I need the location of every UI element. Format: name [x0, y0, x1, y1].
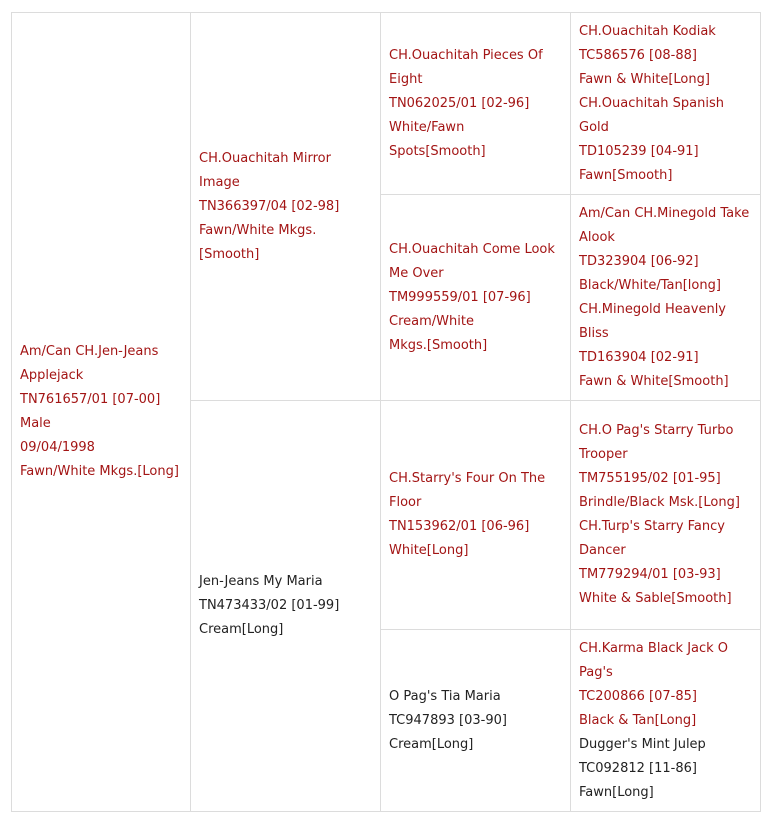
gen4-ds-dam-link[interactable]	[579, 515, 752, 611]
subject-sex: Male	[20, 416, 51, 431]
gen4-ss-sire-color: Fawn & White[Long]	[579, 71, 710, 87]
gen4-ds-sire-reg: TM755195/02 [01-95]	[579, 471, 721, 486]
gen4-sd-sire-link[interactable]	[579, 202, 752, 298]
gen4-sd-sire-color: Black/White/Tan[long]	[579, 277, 721, 293]
gen4-ss-sire-reg: TC586576 [08-88]	[579, 47, 697, 63]
dam-dam-reg: TC947893 [03-90]	[389, 712, 507, 728]
gen4-ds-dam-name-1: CH.Turp's Starry Fancy	[579, 519, 725, 534]
dam-dam-cell	[381, 630, 571, 812]
subject-color: Fawn/White Mkgs.[Long]	[20, 464, 179, 479]
gen4-ss-sire-name: CH.Ouachitah Kodiak	[579, 23, 716, 39]
sire-link[interactable]	[199, 147, 372, 267]
subject-name-1: Am/Can CH.Jen-Jeans	[20, 344, 159, 359]
gen4-dd-sire-color: Black & Tan[Long]	[579, 712, 697, 728]
dam-sire-reg: TN153962/01 [06-96]	[389, 519, 530, 534]
sire-name: CH.Ouachitah Mirror Image	[199, 150, 331, 190]
subject-reg: TN761657/01 [07-00]	[20, 392, 161, 407]
sire-sire-reg: TN062025/01 [02-96]	[389, 95, 530, 111]
gen4-sd-sire-reg: TD323904 [06-92]	[579, 253, 699, 269]
dam-sire-link[interactable]	[389, 467, 562, 563]
subject-dob: 09/04/1998	[20, 440, 95, 455]
dam-color: Cream[Long]	[199, 622, 284, 637]
subject-link[interactable]	[20, 340, 182, 484]
gen4-ds-sire-name-1: CH.O Pag's Starry Turbo	[579, 423, 734, 438]
sire-dam-link[interactable]	[389, 238, 562, 358]
dam-sire-name-2: Floor	[389, 495, 422, 510]
gen4-dd-dam-color: Fawn[Long]	[579, 784, 654, 800]
dam-sire-color: White[Long]	[389, 543, 469, 558]
gen4-ss-cell	[571, 13, 761, 195]
sire-dam-name-1: CH.Ouachitah Come Look	[389, 241, 555, 257]
gen4-sd-cell	[571, 195, 761, 401]
sire-sire-cell	[381, 13, 571, 195]
sire-reg: TN366397/04 [02-98]	[199, 198, 340, 214]
subject-name-2: Applejack	[20, 368, 84, 383]
dam-cell	[191, 401, 381, 812]
gen4-dd-sire-name: CH.Karma Black Jack O Pag's	[579, 640, 729, 680]
gen4-dd-dam-info	[579, 733, 752, 805]
dam-reg: TN473433/02 [01-99]	[199, 598, 340, 613]
gen4-sd-dam-reg: TD163904 [02-91]	[579, 349, 699, 365]
sire-dam-color-1: Cream/White	[389, 313, 474, 329]
gen4-ds-dam-name-2: Dancer	[579, 543, 626, 558]
sire-color: Fawn/White Mkgs.[Smooth]	[199, 222, 317, 262]
sire-dam-reg: TM999559/01 [07-96]	[389, 289, 531, 305]
dam-dam-info	[389, 685, 562, 757]
sire-sire-name-2: Eight	[389, 71, 423, 87]
gen4-ss-dam-name: CH.Ouachitah Spanish Gold	[579, 95, 724, 135]
dam-dam-name: O Pag's Tia Maria	[389, 688, 501, 704]
sire-sire-link[interactable]	[389, 44, 562, 164]
dam-dam-color: Cream[Long]	[389, 736, 474, 752]
gen4-dd-sire-link[interactable]	[579, 637, 752, 733]
gen4-dd-dam-reg: TC092812 [11-86]	[579, 760, 697, 776]
sire-dam-cell	[381, 195, 571, 401]
gen4-ds-sire-link[interactable]	[579, 419, 752, 515]
gen4-sd-sire-name-2: Alook	[579, 229, 615, 245]
pedigree-table	[11, 12, 761, 812]
gen4-dd-dam-name: Dugger's Mint Julep	[579, 736, 706, 752]
gen4-ss-sire-link[interactable]	[579, 20, 752, 92]
gen4-ss-dam-color: Fawn[Smooth]	[579, 167, 673, 183]
gen4-ds-cell	[571, 401, 761, 630]
subject-cell	[12, 13, 191, 812]
gen4-ss-dam-reg: TD105239 [04-91]	[579, 143, 699, 159]
gen4-sd-dam-color: Fawn & White[Smooth]	[579, 373, 729, 389]
gen4-ds-dam-color: White & Sable[Smooth]	[579, 591, 732, 606]
gen4-sd-dam-name: CH.Minegold Heavenly Bliss	[579, 301, 726, 341]
gen4-ds-sire-name-2: Trooper	[579, 447, 628, 462]
gen4-dd-cell	[571, 630, 761, 812]
gen4-sd-sire-name-1: Am/Can CH.Minegold Take	[579, 205, 750, 221]
sire-sire-name-1: CH.Ouachitah Pieces Of	[389, 47, 543, 63]
gen4-dd-sire-reg: TC200866 [07-85]	[579, 688, 697, 704]
dam-info	[199, 570, 372, 642]
sire-cell	[191, 13, 381, 401]
sire-sire-color: White/Fawn Spots[Smooth]	[389, 119, 486, 159]
gen4-ss-dam-link[interactable]	[579, 92, 752, 188]
dam-name: Jen-Jeans My Maria	[199, 574, 323, 589]
gen4-ds-dam-reg: TM779294/01 [03-93]	[579, 567, 721, 582]
gen4-sd-dam-link[interactable]	[579, 298, 752, 394]
sire-dam-name-2: Me Over	[389, 265, 444, 281]
sire-dam-color-2: Mkgs.[Smooth]	[389, 337, 488, 353]
gen4-ds-sire-color: Brindle/Black Msk.[Long]	[579, 495, 740, 510]
dam-sire-cell	[381, 401, 571, 630]
dam-sire-name-1: CH.Starry's Four On The	[389, 471, 546, 486]
